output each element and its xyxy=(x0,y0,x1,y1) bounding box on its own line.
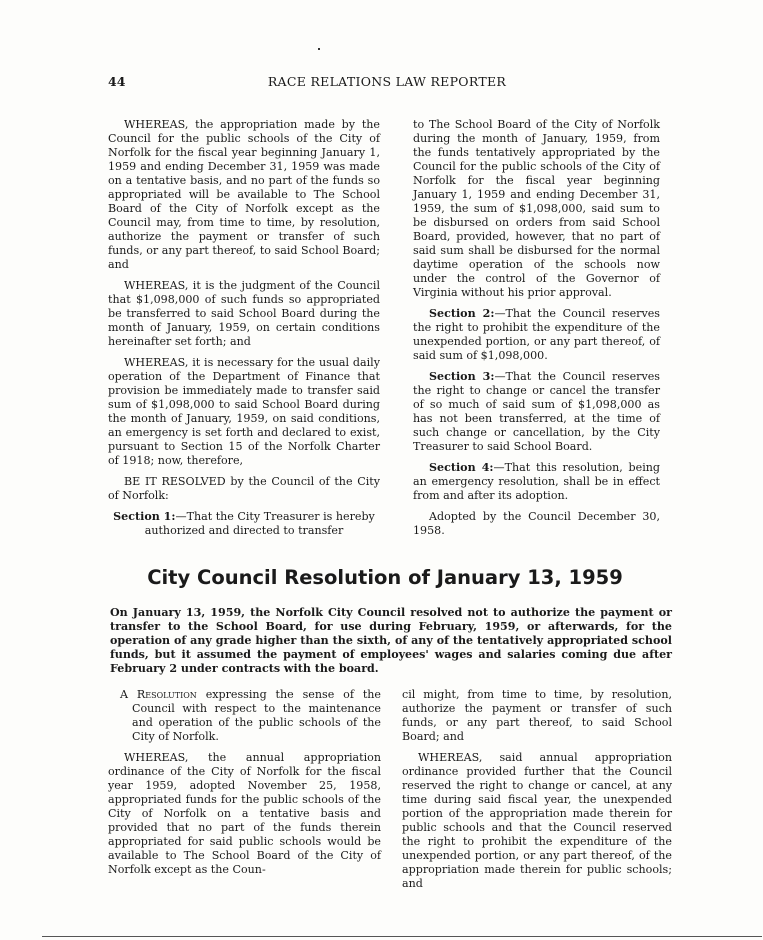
headnote-summary: On January 13, 1959, the Norfolk City Council resolved not to authorize the payment or transfer to the School Board, for use during February, 1959, or afterwards, for the operation of any grade higher than the sixth, of any of the tentatively appropriated school funds, but it assumed the payment of employees' wages and salaries coming due after February 2 under contracts with the board. xyxy=(110,606,672,675)
whereas-necessary: WHEREAS, it is necessary for the usual daily operation of the Department of Finance that provision be immediately made to transfer said sum of $1,098,000 to said School Board during the month of January, 1959, on said conditions, an emergency is set forth and declared to exist, pursuant to Section 15 of the Norfolk Charter of 1918; now, therefore, xyxy=(108,356,380,467)
section-1-text: —That the City Treasurer is hereby authorized and directed to transfer xyxy=(144,510,375,537)
page-number: 44 xyxy=(108,74,126,89)
section-3-label: Section 3: xyxy=(429,370,495,383)
resolution-caps: A Resolution xyxy=(120,688,197,701)
section-1-label: Section 1: xyxy=(113,510,176,523)
section-3 xyxy=(413,370,660,454)
section-title: City Council Resolution of January 13, 1959 xyxy=(147,566,623,589)
resolution-rest: expressing the sense of the Council with respect to the maintenance and operation of the public schools of the City of Norfolk. xyxy=(132,688,381,743)
running-head: RACE RELATIONS LAW REPORTER xyxy=(267,74,507,89)
council-continuation: cil might, from time to time, by resolution, authorize the payment or transfer of such funds, or any part thereof, to said School Board; and xyxy=(402,688,672,743)
section-4 xyxy=(413,461,660,503)
adopted-note: Adopted by the Council December 30, 1958. xyxy=(413,510,660,537)
transfer-continuation: to The School Board of the City of Norfolk during the month of January, 1959, from the funds tentatively appropriated by the Council for the public schools of the City of Norfolk for the fiscal year beginning January 1, 1959 and ending December 31, 1959, the sum of $1,098,000, said sum to be disbursed on orders from said School Board, provided, however, that no part of said sum shall be disbursed for the normal daytime operation of the schools now under the control of the Governor of Virginia without his prior approval. xyxy=(413,118,660,299)
section-2 xyxy=(413,307,660,363)
top-left-column xyxy=(108,118,380,545)
whereas-appropriation: WHEREAS, the appropriation made by the Council for the public schools of the City of Norfolk for the fiscal year beginning January 1, 1959 and ending December 31, 1959 was made on a tentative basis, and no part of the funds so appropriated will be available to The School Board of the City of Norfolk except as the Council may, from time to time, by resolution, authorize the payment or transfer of such funds, or any part thereof, to said School Board; and xyxy=(108,118,380,271)
bottom-right-column xyxy=(402,688,672,898)
whereas-annual-ordinance: WHEREAS, the annual appropriation ordinance of the City of Norfolk for the fiscal year 1959, adopted November 25, 1958, appropriated funds for the public schools of the City of Norfolk on a tentative basis and provided that no part of the funds therein appropriated for said public schools would be available to The School Board of the City of Norfolk except as the Coun- xyxy=(108,751,381,876)
resolution-heading xyxy=(108,688,381,744)
bottom-left-column xyxy=(108,688,381,884)
section-1 xyxy=(108,510,380,538)
whereas-judgment: WHEREAS, it is the judgment of the Council that $1,098,000 of such funds so appropriated be transferred to said School Board during the month of January, 1959, on certain conditions hereinafter set forth; and xyxy=(108,279,380,348)
section-3-text: —That the Council reserves the right to change or cancel the transfer of so much of said sum of $1,098,000 as has not been transferred, at the time of such change or cancellation, by the City Treasurer to said School Board. xyxy=(413,370,660,453)
bottom-rule xyxy=(42,936,762,937)
be-it-resolved: BE IT RESOLVED by the Council of the City of Norfolk: xyxy=(108,475,380,502)
top-right-column xyxy=(413,118,660,545)
section-2-label: Section 2: xyxy=(429,307,495,320)
scan-speck xyxy=(318,48,320,50)
page-header xyxy=(108,74,666,92)
section-2-text: —That the Council reserves the right to prohibit the expenditure of the unexpended portion, or any part thereof, of said sum of $1,098,000. xyxy=(413,307,660,362)
section-4-text: —That this resolution, being an emergency resolution, shall be in effect from and after its adoption. xyxy=(413,461,660,502)
whereas-ordinance-further: WHEREAS, said annual appropriation ordinance provided further that the Council reserved the right to change or cancel, at any time during said fiscal year, the unexpended portion of the appropriation made therein for public schools and that the Council reserved the right to prohibit the expenditure of the unexpended portion, or any part thereof, of the appropriation made therein for public schools; and xyxy=(402,751,672,890)
section-4-label: Section 4: xyxy=(429,461,494,474)
